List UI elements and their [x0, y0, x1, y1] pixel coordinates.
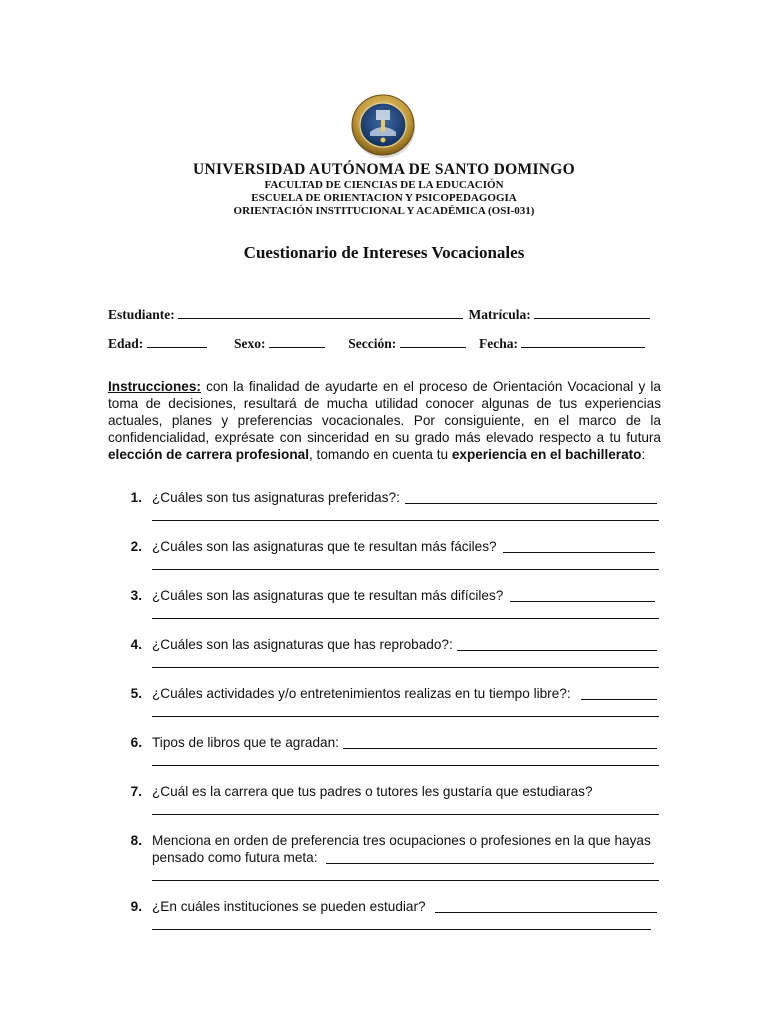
answer-line[interactable] [503, 552, 655, 553]
answer-line[interactable] [152, 814, 659, 815]
answer-line[interactable] [152, 520, 659, 521]
question-text: Menciona en orden de preferencia tres ocupaciones o profesiones en la que hayas [152, 833, 651, 848]
answer-line[interactable] [152, 929, 651, 930]
question-text: ¿Cuáles actividades y/o entretenimientos realizas en tu tiempo libre?: [152, 686, 571, 701]
university-name: UNIVERSIDAD AUTÓNOMA DE SANTO DOMINGO [193, 161, 575, 178]
question-text: ¿En cuáles instituciones se pueden estudiar? [152, 899, 426, 914]
instructions-text-1: con la finalidad de ayudarte en el proceso de Orientación Vocacional y la toma de decisiones, resultará de mucha utilidad conocer algunas de tus experiencias actuales, planes y preferencias vocacionales. Por consiguiente, en el marco de la confidencialidad, exprésate con sinceridad en su grado más elevado respecto a tu futura [108, 379, 661, 445]
university-seal-logo [350, 92, 418, 160]
faculty-name: FACULTAD DE CIENCIAS DE LA EDUCACIÓN [264, 179, 504, 191]
question-text: ¿Cuáles son las asignaturas que has reprobado?: [152, 637, 453, 652]
answer-line[interactable] [405, 503, 657, 504]
answer-line[interactable] [152, 716, 659, 717]
answer-line[interactable] [435, 912, 657, 913]
question-number: 8. [130, 833, 142, 848]
question-text: ¿Cuáles son tus asignaturas preferidas?: [152, 490, 400, 505]
answer-line[interactable] [152, 569, 659, 570]
matricula-label: Matrícula: [468, 307, 531, 322]
question-text-continuation: pensado como futura meta: [152, 850, 318, 865]
answer-line[interactable] [326, 863, 654, 864]
question-number: 1. [130, 490, 142, 505]
age-label: Edad: [108, 336, 144, 351]
question-number: 2. [130, 539, 142, 554]
question-number: 5. [130, 686, 142, 701]
matricula-blank[interactable] [534, 306, 650, 319]
answer-line[interactable] [457, 650, 657, 651]
question-number: 3. [130, 588, 142, 603]
answer-line[interactable] [152, 618, 659, 619]
answer-line[interactable] [581, 699, 657, 700]
date-blank[interactable] [521, 335, 645, 348]
student-label: Estudiante: [108, 307, 175, 322]
student-blank[interactable] [178, 306, 463, 319]
instructions-emphasis-2: experiencia en el bachillerato [451, 447, 642, 462]
age-blank[interactable] [147, 335, 207, 348]
student-info-row [108, 306, 652, 323]
answer-line[interactable] [152, 667, 659, 668]
instructions-text-3: : [641, 447, 646, 462]
sex-blank[interactable] [269, 335, 325, 348]
question-number: 6. [130, 735, 142, 750]
section-blank[interactable] [400, 335, 466, 348]
question-number: 9. [130, 899, 142, 914]
answer-line[interactable] [343, 748, 657, 749]
question-text: ¿Cuál es la carrera que tus padres o tutores les gustaría que estudiaras? [152, 784, 593, 799]
question-text: ¿Cuáles son las asignaturas que te resultan más difíciles? [152, 588, 504, 603]
instructions-label: Instrucciones: [108, 379, 201, 394]
date-label: Fecha: [479, 336, 519, 351]
sex-label: Sexo: [234, 336, 266, 351]
section-label: Sección: [348, 336, 397, 351]
question-text: Tipos de libros que te agradan: [152, 735, 339, 750]
document-title: Cuestionario de Intereses Vocacionales [243, 243, 525, 262]
instructions-text-2: , tomando en cuenta tu [308, 447, 452, 462]
course-name: ORIENTACIÓN INSTITUCIONAL Y ACADÉMICA (OSI-031) [233, 205, 535, 217]
answer-line[interactable] [152, 880, 659, 881]
question-text: ¿Cuáles son las asignaturas que te resultan más fáciles? [152, 539, 497, 554]
instructions-emphasis-1: elección de carrera profesional [108, 447, 309, 462]
answer-line[interactable] [510, 601, 655, 602]
question-number: 4. [130, 637, 142, 652]
answer-line[interactable] [152, 765, 659, 766]
question-number: 7. [130, 784, 142, 799]
school-name: ESCUELA DE ORIENTACION Y PSICOPEDAGOGIA [251, 192, 517, 204]
student-details-row [108, 335, 647, 352]
instructions-paragraph [108, 378, 661, 463]
